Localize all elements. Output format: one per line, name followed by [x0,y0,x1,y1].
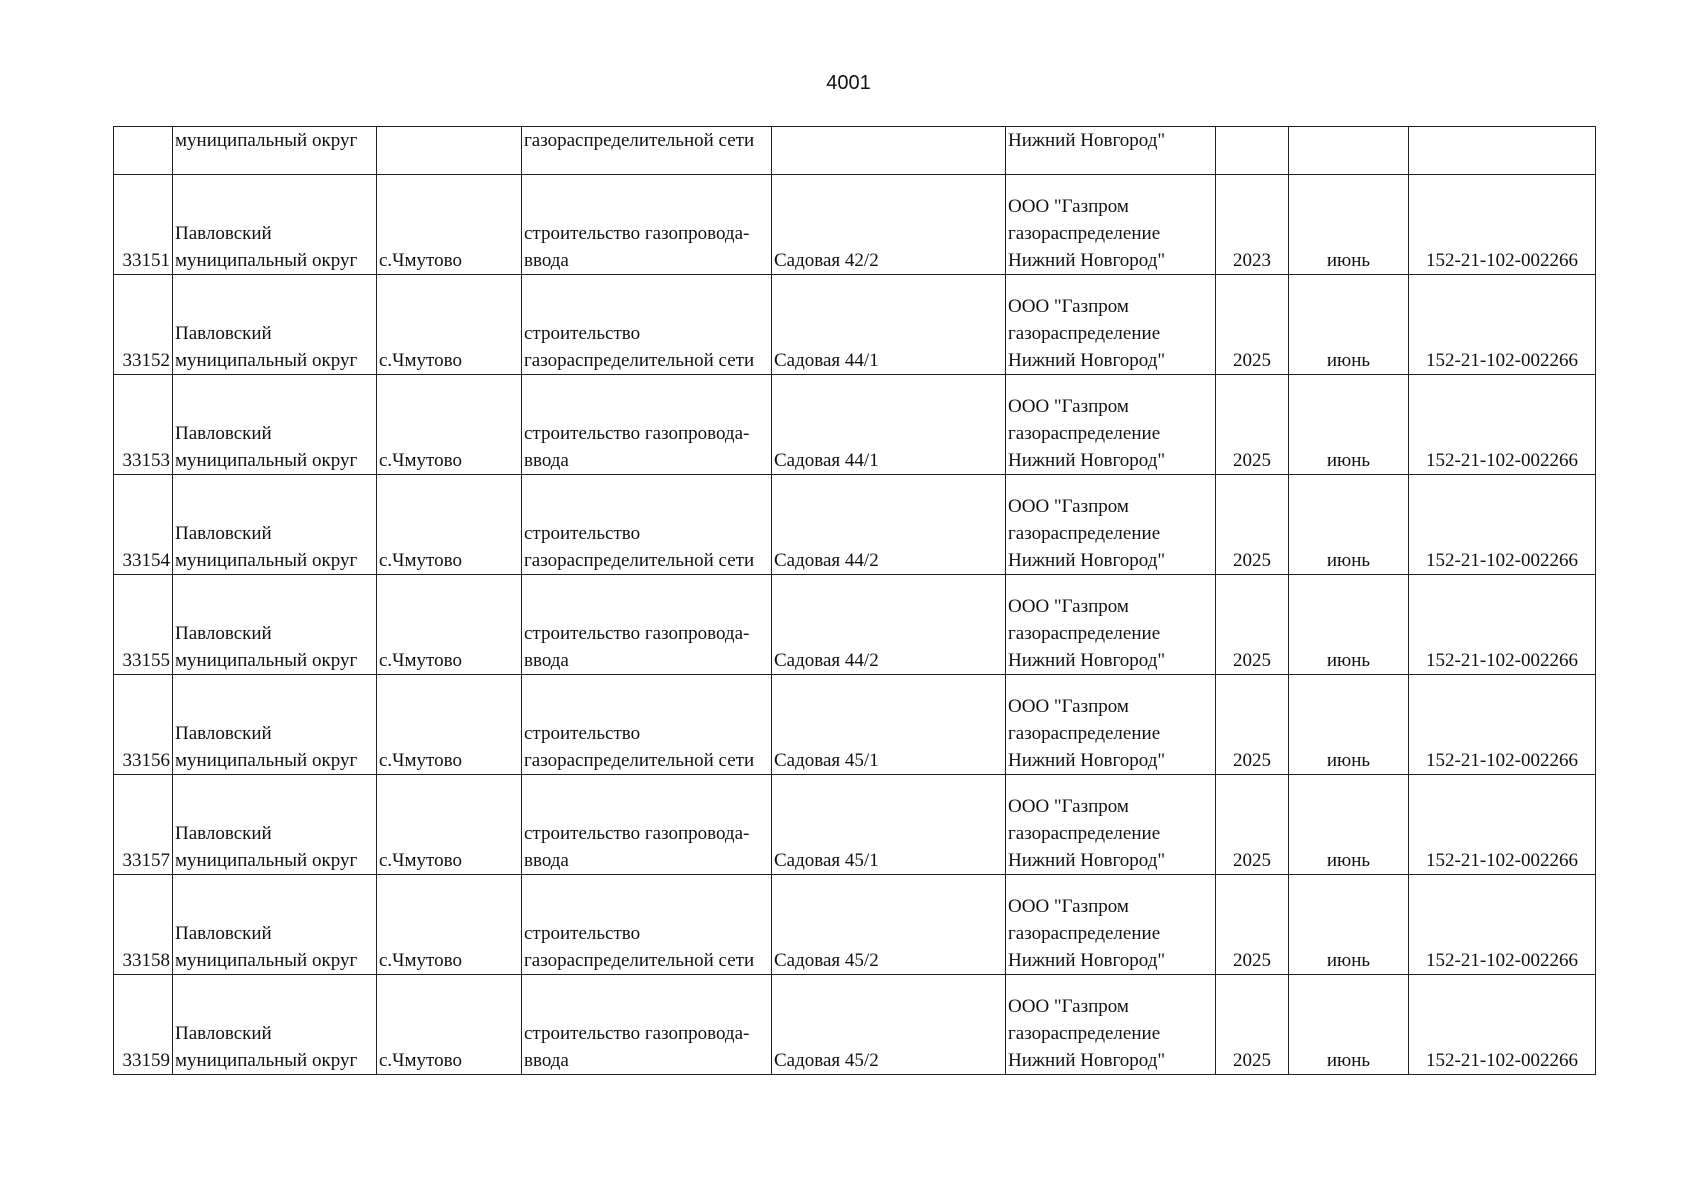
cell-work-type [522,975,772,1075]
cell-locality: с.Чмутово [377,775,522,875]
organization-line: газораспределение [1008,423,1161,444]
cell-number: 33151 [114,175,173,275]
cell-organization [1006,575,1216,675]
work-line: ввода [524,850,569,871]
district-line: муниципальный округ [175,1050,358,1071]
cell-code: 152-21-102-002266 [1409,375,1596,475]
cell-address: Садовая 44/1 [772,375,1006,475]
cell-work-type [522,875,772,975]
cell-organization: Нижний Новгород" [1006,127,1216,175]
organization-line: ООО "Газпром [1008,796,1129,817]
district-line: муниципальный округ [175,950,358,971]
work-line: строительство газопровода- [524,623,750,644]
cell-code: 152-21-102-002266 [1409,475,1596,575]
cell-district [173,975,377,1075]
cell-address: Садовая 44/2 [772,575,1006,675]
district-line: муниципальный округ [175,650,358,671]
organization-line: ООО "Газпром [1008,896,1129,917]
cell-address: Садовая 44/2 [772,475,1006,575]
cell-organization [1006,875,1216,975]
cell-month: июнь [1289,475,1409,575]
cell-district: муниципальный округ [173,127,377,175]
cell-district [173,375,377,475]
organization-line: Нижний Новгород" [1008,250,1166,271]
cell-work-type [522,175,772,275]
table-row [114,375,1596,475]
district-line: Павловский [175,923,272,944]
cell-locality: с.Чмутово [377,975,522,1075]
page-number: 4001 [826,72,871,94]
district-line: муниципальный округ [175,450,358,471]
work-line: строительство [524,723,641,744]
work-line: строительство газопровода- [524,1023,750,1044]
work-line: строительство газопровода- [524,823,750,844]
organization-line: газораспределение [1008,623,1161,644]
district-line: Павловский [175,323,272,344]
organization-line: газораспределение [1008,223,1161,244]
cell-number: 33152 [114,275,173,375]
cell-month: июнь [1289,975,1409,1075]
organization-line: ООО "Газпром [1008,196,1129,217]
organization-line: Нижний Новгород" [1008,1050,1166,1071]
table-row [114,275,1596,375]
organization-line: ООО "Газпром [1008,296,1129,317]
cell-number: 33157 [114,775,173,875]
organization-line: Нижний Новгород" [1008,650,1166,671]
cell-locality: с.Чмутово [377,575,522,675]
organization-line: Нижний Новгород" [1008,750,1166,771]
cell-year: 2025 [1216,575,1289,675]
cell-year: 2025 [1216,875,1289,975]
organization-line: ООО "Газпром [1008,596,1129,617]
cell-organization [1006,375,1216,475]
cell-year: 2025 [1216,275,1289,375]
cell-code: 152-21-102-002266 [1409,775,1596,875]
organization-line: Нижний Новгород" [1008,450,1166,471]
cell-district [173,175,377,275]
district-line: муниципальный округ [175,350,358,371]
organization-line: Нижний Новгород" [1008,350,1166,371]
cell-work-type [522,675,772,775]
work-line: ввода [524,250,569,271]
work-line: газораспределительной сети [524,350,755,371]
cell-number: 33153 [114,375,173,475]
organization-line: газораспределение [1008,923,1161,944]
cell-district [173,575,377,675]
cell-district [173,275,377,375]
cell-work-type: газораспределительной сети [522,127,772,175]
district-line: Павловский [175,523,272,544]
organization-line: газораспределение [1008,723,1161,744]
cell-month: июнь [1289,175,1409,275]
organization-line: ООО "Газпром [1008,696,1129,717]
work-line: ввода [524,450,569,471]
table-row-continued [114,127,1596,175]
registry-table [113,126,1596,1075]
cell-work-type [522,275,772,375]
cell-locality [377,127,522,175]
work-line: строительство [524,923,641,944]
work-line: ввода [524,650,569,671]
district-line: муниципальный округ [175,850,358,871]
cell-address: Садовая 42/2 [772,175,1006,275]
cell-address [772,127,1006,175]
organization-line: ООО "Газпром [1008,396,1129,417]
cell-month: июнь [1289,375,1409,475]
cell-address: Садовая 45/2 [772,875,1006,975]
cell-district [173,675,377,775]
cell-address: Садовая 45/2 [772,975,1006,1075]
cell-month: июнь [1289,575,1409,675]
district-line: Павловский [175,1023,272,1044]
table-row [114,875,1596,975]
work-line: строительство [524,323,641,344]
table-row [114,175,1596,275]
organization-line: ООО "Газпром [1008,496,1129,517]
table-row [114,575,1596,675]
cell-number [114,127,173,175]
district-line: Павловский [175,223,272,244]
cell-work-type [522,575,772,675]
cell-number: 33155 [114,575,173,675]
district-line: муниципальный округ [175,250,358,271]
table-row [114,675,1596,775]
work-line: газораспределительной сети [524,750,755,771]
district-line: Павловский [175,823,272,844]
cell-organization [1006,975,1216,1075]
table-row [114,775,1596,875]
organization-line: ООО "Газпром [1008,996,1129,1017]
district-line: Павловский [175,723,272,744]
cell-organization [1006,675,1216,775]
cell-district [173,775,377,875]
cell-code: 152-21-102-002266 [1409,575,1596,675]
work-line: строительство [524,523,641,544]
cell-locality: с.Чмутово [377,675,522,775]
cell-locality: с.Чмутово [377,375,522,475]
organization-line: газораспределение [1008,823,1161,844]
cell-number: 33158 [114,875,173,975]
cell-month: июнь [1289,875,1409,975]
cell-address: Садовая 45/1 [772,675,1006,775]
work-line: ввода [524,1050,569,1071]
cell-organization [1006,775,1216,875]
cell-locality: с.Чмутово [377,475,522,575]
cell-year: 2025 [1216,975,1289,1075]
district-line: Павловский [175,423,272,444]
organization-line: Нижний Новгород" [1008,950,1166,971]
cell-code [1409,127,1596,175]
organization-line: газораспределение [1008,1023,1161,1044]
cell-number: 33154 [114,475,173,575]
cell-organization [1006,475,1216,575]
cell-locality: с.Чмутово [377,175,522,275]
organization-line: газораспределение [1008,523,1161,544]
cell-number: 33159 [114,975,173,1075]
cell-code: 152-21-102-002266 [1409,675,1596,775]
cell-code: 152-21-102-002266 [1409,275,1596,375]
work-line: газораспределительной сети [524,550,755,571]
cell-work-type [522,475,772,575]
cell-year: 2025 [1216,475,1289,575]
cell-organization [1006,275,1216,375]
cell-work-type [522,375,772,475]
cell-month: июнь [1289,275,1409,375]
cell-year [1216,127,1289,175]
cell-work-type [522,775,772,875]
work-line: строительство газопровода- [524,423,750,444]
organization-line: Нижний Новгород" [1008,550,1166,571]
cell-locality: с.Чмутово [377,275,522,375]
cell-month: июнь [1289,775,1409,875]
organization-line: Нижний Новгород" [1008,850,1166,871]
cell-number: 33156 [114,675,173,775]
cell-address: Садовая 45/1 [772,775,1006,875]
cell-district [173,875,377,975]
cell-month [1289,127,1409,175]
table-row [114,475,1596,575]
cell-district [173,475,377,575]
cell-year: 2025 [1216,675,1289,775]
table-row [114,975,1596,1075]
work-line: газораспределительной сети [524,950,755,971]
organization-line: газораспределение [1008,323,1161,344]
work-line: строительство газопровода- [524,223,750,244]
cell-year: 2023 [1216,175,1289,275]
district-line: Павловский [175,623,272,644]
cell-locality: с.Чмутово [377,875,522,975]
cell-year: 2025 [1216,375,1289,475]
cell-year: 2025 [1216,775,1289,875]
cell-code: 152-21-102-002266 [1409,975,1596,1075]
cell-month: июнь [1289,675,1409,775]
cell-address: Садовая 44/1 [772,275,1006,375]
cell-code: 152-21-102-002266 [1409,875,1596,975]
district-line: муниципальный округ [175,750,358,771]
cell-code: 152-21-102-002266 [1409,175,1596,275]
district-line: муниципальный округ [175,550,358,571]
cell-organization [1006,175,1216,275]
